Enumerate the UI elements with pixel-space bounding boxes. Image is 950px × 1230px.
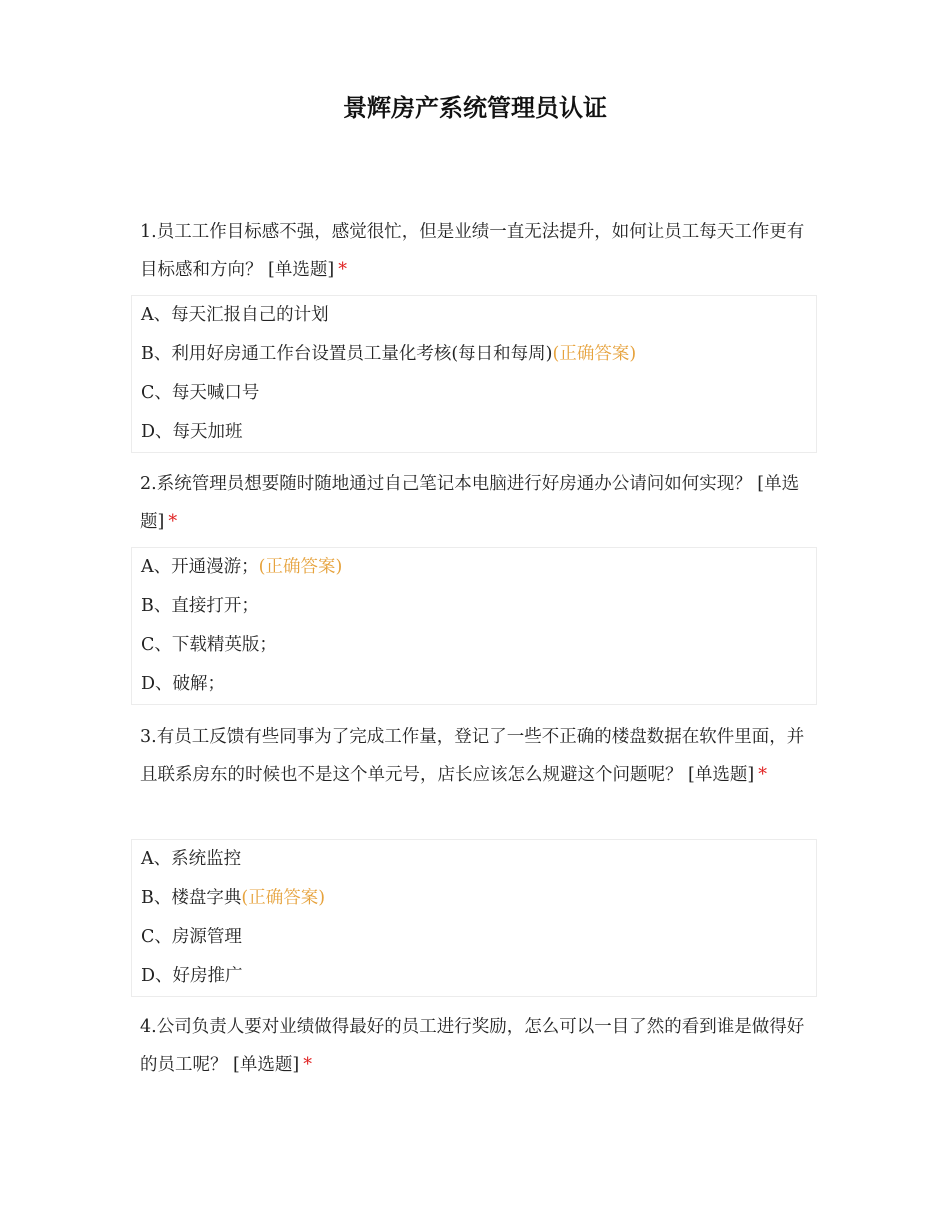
q3-option-d[interactable] (132, 957, 816, 996)
option-label: A、系统监控 (141, 849, 242, 869)
q3-option-b[interactable] (132, 879, 816, 918)
question-2-text (140, 465, 815, 541)
q3-option-a[interactable] (132, 840, 816, 879)
option-label: C、房源管理 (141, 927, 242, 947)
question-2-label: 2.系统管理员想要随时随地通过自己笔记本电脑进行好房通办公请问如何实现？ [单选题] (140, 474, 800, 532)
option-label: B、利用好房通工作台设置员工量化考核(每日和每周) (141, 344, 553, 364)
required-mark: * (303, 1055, 312, 1075)
q3-option-c[interactable] (132, 918, 816, 957)
q1-option-d[interactable] (132, 413, 816, 452)
correct-answer-tag: (正确答案) (241, 888, 326, 908)
option-label: A、每天汇报自己的计划 (141, 305, 329, 325)
question-3-options (131, 839, 817, 997)
required-mark: * (168, 512, 178, 532)
q1-option-b[interactable] (132, 335, 816, 374)
correct-answer-tag: (正确答案) (552, 344, 637, 364)
question-1-label: 1.员工工作目标感不强，感觉很忙，但是业绩一直无法提升，如何让员工每天工作更有目标感和方向？ [单选题] (140, 222, 805, 280)
question-4-text (140, 1008, 815, 1084)
option-label: A、开通漫游； (141, 557, 259, 577)
option-label: B、直接打开； (141, 596, 259, 616)
option-label: C、下载精英版； (141, 635, 277, 655)
required-mark: * (758, 765, 767, 785)
question-1-text (140, 213, 815, 289)
q1-option-a[interactable] (132, 296, 816, 335)
option-label: D、每天加班 (141, 422, 243, 442)
q2-option-b[interactable] (132, 587, 816, 626)
correct-answer-tag: (正确答案) (258, 557, 343, 577)
option-label: D、破解； (141, 674, 226, 694)
option-label: D、好房推广 (141, 966, 243, 986)
q2-option-a[interactable] (132, 548, 816, 587)
option-label: C、每天喊口号 (141, 383, 260, 403)
option-label: B、楼盘字典 (141, 888, 242, 908)
q1-option-c[interactable] (132, 374, 816, 413)
question-1-options (131, 295, 817, 453)
page-title: 景辉房产系统管理员认证 (343, 94, 607, 122)
question-4-label: 4.公司负责人要对业绩做得最好的员工进行奖励，怎么可以一目了然的看到谁是做得好的员工呢？ [单选题] (140, 1017, 805, 1075)
question-3-label: 3.有员工反馈有些同事为了完成工作量，登记了一些不正确的楼盘数据在软件里面，并且联系房东的时候也不是这个单元号，店长应该怎么规避这个问题呢？ [单选题] (140, 727, 805, 785)
q2-option-d[interactable] (132, 665, 816, 704)
question-3-text (140, 718, 815, 794)
question-2-options (131, 547, 817, 705)
q2-option-c[interactable] (132, 626, 816, 665)
required-mark: * (338, 260, 347, 280)
